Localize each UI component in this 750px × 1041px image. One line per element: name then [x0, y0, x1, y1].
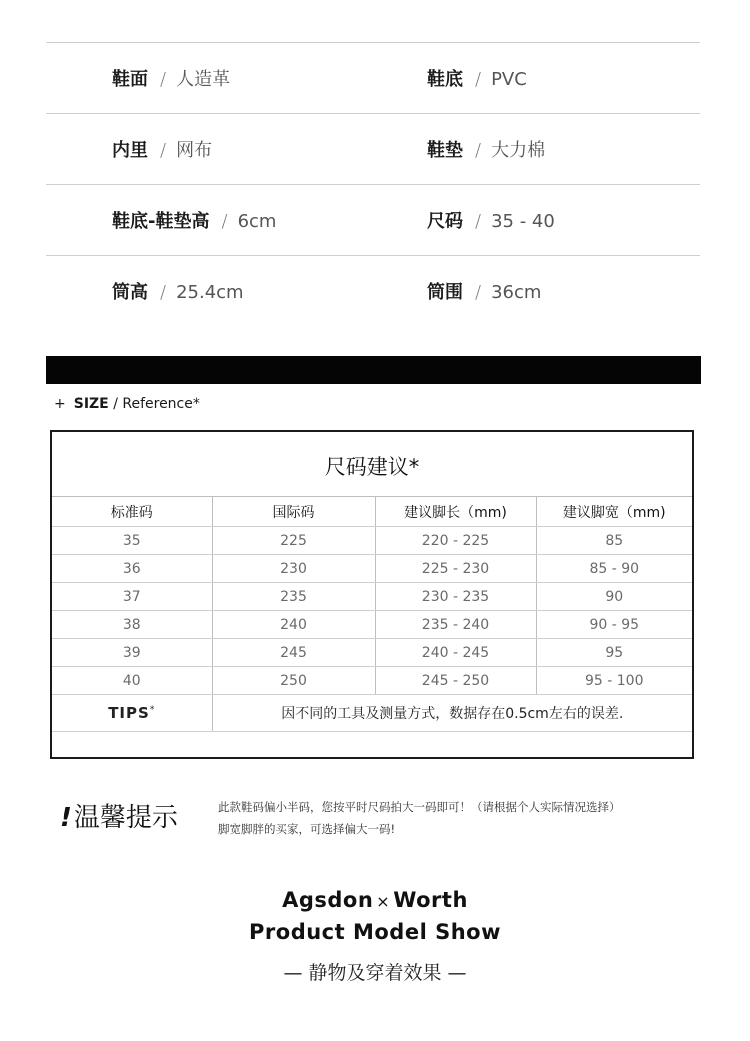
- table-cell: 40: [52, 667, 212, 695]
- table-cell: 245: [212, 639, 375, 667]
- column-header: 建议脚宽（mm): [536, 497, 692, 527]
- table-cell: 36: [52, 555, 212, 583]
- spec-row: [46, 113, 700, 184]
- table-row: [52, 583, 692, 611]
- spec-row: [46, 255, 700, 326]
- spec-label: 鞋底-鞋垫高: [112, 211, 210, 232]
- table-cell: 95: [536, 639, 692, 667]
- plus-icon: +: [54, 396, 66, 412]
- spec-item: [112, 256, 244, 326]
- size-heading-rest: / Reference*: [108, 396, 200, 412]
- table-cell: 37: [52, 583, 212, 611]
- tips-text: 因不同的工具及测量方式，数据存在0.5cm左右的误差.: [212, 695, 692, 732]
- size-table: [52, 497, 692, 756]
- spec-value: 人造革: [176, 69, 231, 90]
- spec-value: 35 - 40: [491, 211, 555, 232]
- tips-row: [52, 695, 692, 732]
- table-cell: 230: [212, 555, 375, 583]
- spec-item: [427, 256, 541, 326]
- collab-x-icon: ×: [376, 892, 391, 911]
- table-row: [52, 555, 692, 583]
- table-cell: 225 - 230: [375, 555, 536, 583]
- section-divider-bar: [46, 356, 701, 384]
- spec-value: 大力棉: [491, 140, 546, 161]
- spec-item: [427, 114, 545, 184]
- table-cell: 245 - 250: [375, 667, 536, 695]
- spec-row: [46, 42, 700, 113]
- table-cell: 90: [536, 583, 692, 611]
- reminder-line: 脚宽脚胖的买家，可选择偏大一码!: [218, 822, 396, 836]
- spec-item: [112, 185, 276, 255]
- tips-label: [52, 695, 212, 732]
- tips-asterisk: *: [149, 705, 156, 715]
- spec-label: 鞋垫: [427, 140, 463, 161]
- exclamation-icon: !: [60, 803, 72, 833]
- table-cell: 90 - 95: [536, 611, 692, 639]
- table-row: [52, 527, 692, 555]
- section-caption: — 静物及穿着效果 —: [283, 962, 467, 984]
- table-cell: 235 - 240: [375, 611, 536, 639]
- spec-separator: /: [475, 69, 482, 90]
- spec-item: [112, 114, 212, 184]
- table-row: [52, 667, 692, 695]
- spec-label: 筒高: [112, 282, 148, 303]
- spec-value: 6cm: [237, 211, 277, 232]
- spec-value: 网布: [176, 140, 213, 161]
- table-header-row: [52, 497, 692, 527]
- spec-label: 鞋面: [112, 69, 148, 90]
- spec-separator: /: [475, 282, 482, 303]
- spec-separator: /: [160, 140, 167, 161]
- size-heading-bold: SIZE: [73, 396, 109, 412]
- table-cell: 225: [212, 527, 375, 555]
- table-cell: 235: [212, 583, 375, 611]
- size-table-box: [50, 430, 694, 759]
- table-cell: 95 - 100: [536, 667, 692, 695]
- tips-label-text: TIPS: [108, 704, 150, 722]
- reminder-line: 此款鞋码偏小半码，您按平时尺码拍大一码即可！（请根据个人实际情况选择）: [218, 800, 621, 814]
- table-cell: 220 - 225: [375, 527, 536, 555]
- spec-list: [46, 42, 700, 326]
- table-cell: 35: [52, 527, 212, 555]
- spec-value: PVC: [491, 69, 527, 90]
- spec-row: [46, 184, 700, 255]
- blank-cell: [52, 732, 692, 757]
- table-cell: 85 - 90: [536, 555, 692, 583]
- brand-name: Agsdon: [282, 888, 374, 912]
- spec-label: 内里: [112, 140, 148, 161]
- spec-item: [427, 43, 527, 113]
- spec-label: 鞋底: [427, 69, 463, 90]
- table-cell: 39: [52, 639, 212, 667]
- spec-separator: /: [475, 211, 482, 232]
- table-cell: 38: [52, 611, 212, 639]
- reminder-body: [218, 796, 708, 840]
- table-cell: 240: [212, 611, 375, 639]
- spec-separator: /: [221, 211, 228, 232]
- table-cell: 230 - 235: [375, 583, 536, 611]
- table-cell: 240 - 245: [375, 639, 536, 667]
- spec-item: [427, 185, 555, 255]
- spec-value: 25.4cm: [176, 282, 244, 303]
- brand-subtitle: Product Model Show: [249, 920, 501, 944]
- table-row: [52, 611, 692, 639]
- spec-label: 尺码: [427, 211, 463, 232]
- table-cell: 250: [212, 667, 375, 695]
- reminder-heading: [60, 797, 178, 834]
- reminder-title: 温馨提示: [73, 803, 178, 833]
- brand-partner: Worth: [393, 888, 468, 912]
- column-header: 标准码: [52, 497, 212, 527]
- spec-item: [112, 43, 230, 113]
- spec-label: 筒围: [427, 282, 463, 303]
- blank-row: [52, 732, 692, 757]
- size-section-heading: [54, 396, 200, 412]
- spec-separator: /: [475, 140, 482, 161]
- spec-separator: /: [160, 69, 167, 90]
- column-header: 建议脚长（mm): [375, 497, 536, 527]
- table-row: [52, 639, 692, 667]
- spec-separator: /: [160, 282, 167, 303]
- size-table-title: 尺码建议*: [324, 455, 420, 479]
- table-cell: 85: [536, 527, 692, 555]
- spec-value: 36cm: [491, 282, 542, 303]
- brand-heading: [0, 888, 750, 912]
- column-header: 国际码: [212, 497, 375, 527]
